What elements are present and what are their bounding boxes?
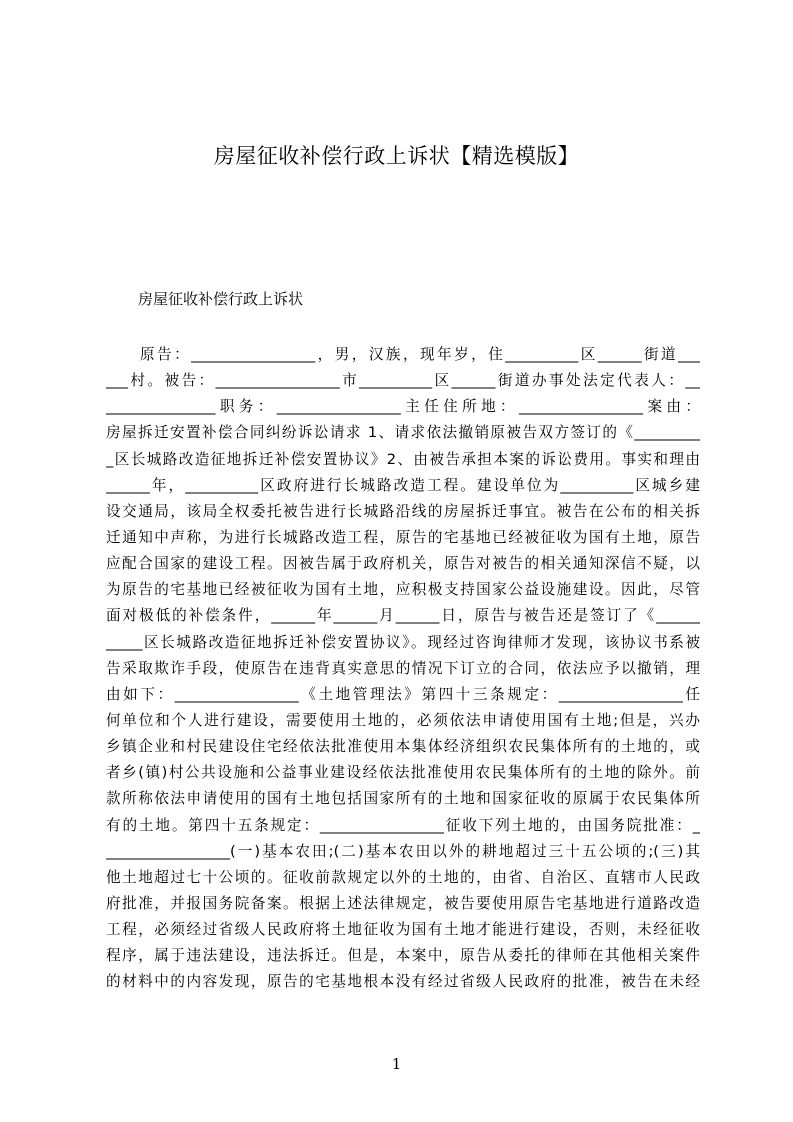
body-line: 府批准，并报国务院备案。根据上述法律规定，被告要使用原告宅基地进行道路改造 <box>106 894 700 912</box>
body-line: 为原告的宅基地已经被征收为国有土地，应积极支持国家公益设施建设。因此，尽管 <box>106 581 700 599</box>
body-line: 面对极低的补偿条件，______年______月______日，原告与被告还是签订了《______ <box>106 607 700 625</box>
body-line: _____区长城路改造征地拆迁补偿安置协议》。现经过咨询律师才发现，该协议书系被 <box>106 633 700 651</box>
body-line: 房屋拆迁安置补偿合同纠纷诉讼请求 1、请求依法撤销原被告双方签订的《_________ <box>106 424 700 442</box>
body-line: 款所称依法申请使用的国有土地包括国家所有的土地和国家征收的原属于农民集体所 <box>106 790 700 808</box>
body-line: ___村。被告：_________________市__________区______街道办事处法定代表人：__ <box>106 372 700 390</box>
body-line: _______________职务：_________________主任住所地：_________________案由： <box>106 398 700 416</box>
body-line: 乡镇企业和村民建设住宅经依法批准使用本集体经济组织农民集体所有的土地的，或 <box>106 738 700 756</box>
body-line: 有的土地。第四十五条规定：_________________征收下列土地的，由国务院批准：_ <box>106 816 700 834</box>
body-line: 工程，必须经过省级人民政府将土地征收为国有土地才能进行建设，否则，未经征收 <box>106 921 700 939</box>
document-title: 房屋征收补偿行政上诉状【精选模版】 <box>213 144 580 168</box>
body-line: _区长城路改造征地拆迁补偿安置协议》2、由被告承担本案的诉讼费用。事实和理由 <box>106 450 700 468</box>
body-line: 他土地超过七十公顷的。征收前款规定以外的土地的，由省、自治区、直辖市人民政 <box>106 868 700 886</box>
body-line: 告采取欺诈手段，使原告在违背真实意思的情况下订立的合同，依法应予以撤销，理 <box>106 659 700 677</box>
body-line: ______年，__________区政府进行长城路改造工程。建设单位为__________区城乡建 <box>106 476 700 494</box>
body-line: 迁通知中声称，为进行长城路改造工程，原告的宅基地已经被征收为国有土地，原告 <box>106 528 700 546</box>
body-line: 设交通局，该局全权委托被告进行长城路沿线的房屋拆迁事宜。被告在公布的相关拆 <box>106 502 700 520</box>
body-line: 的材料中的内容发现，原告的宅基地根本没有经过省级人民政府的批准，被告在未经 <box>106 973 700 991</box>
body-line: 应配合国家的建设工程。因被告属于政府机关，原告对被告的相关通知深信不疑，以 <box>106 555 700 573</box>
document-subtitle: 房屋征收补偿行政上诉状 <box>138 290 304 308</box>
body-line: 原告：_________________，男，汉族，现年岁，住__________区______街道___ <box>140 346 700 363</box>
page-number: 1 <box>391 1055 402 1073</box>
body-line: _________________(一)基本农田;(二)基本农田以外的耕地超过三十五公顷的;(三)其 <box>106 842 700 860</box>
body-line: 由如下：_________________《土地管理法》第四十三条规定：_________________任 <box>106 685 700 703</box>
body-line: 程序，属于违法建设，违法拆迁。但是，本案中，原告从委托的律师在其他相关案件 <box>106 947 700 965</box>
body-line: 何单位和个人进行建设，需要使用土地的，必须依法申请使用国有土地;但是，兴办 <box>106 711 700 729</box>
document-body <box>106 342 700 996</box>
body-line: 者乡(镇)村公共设施和公益事业建设经依法批准使用农民集体所有的土地的除外。前 <box>106 764 700 782</box>
